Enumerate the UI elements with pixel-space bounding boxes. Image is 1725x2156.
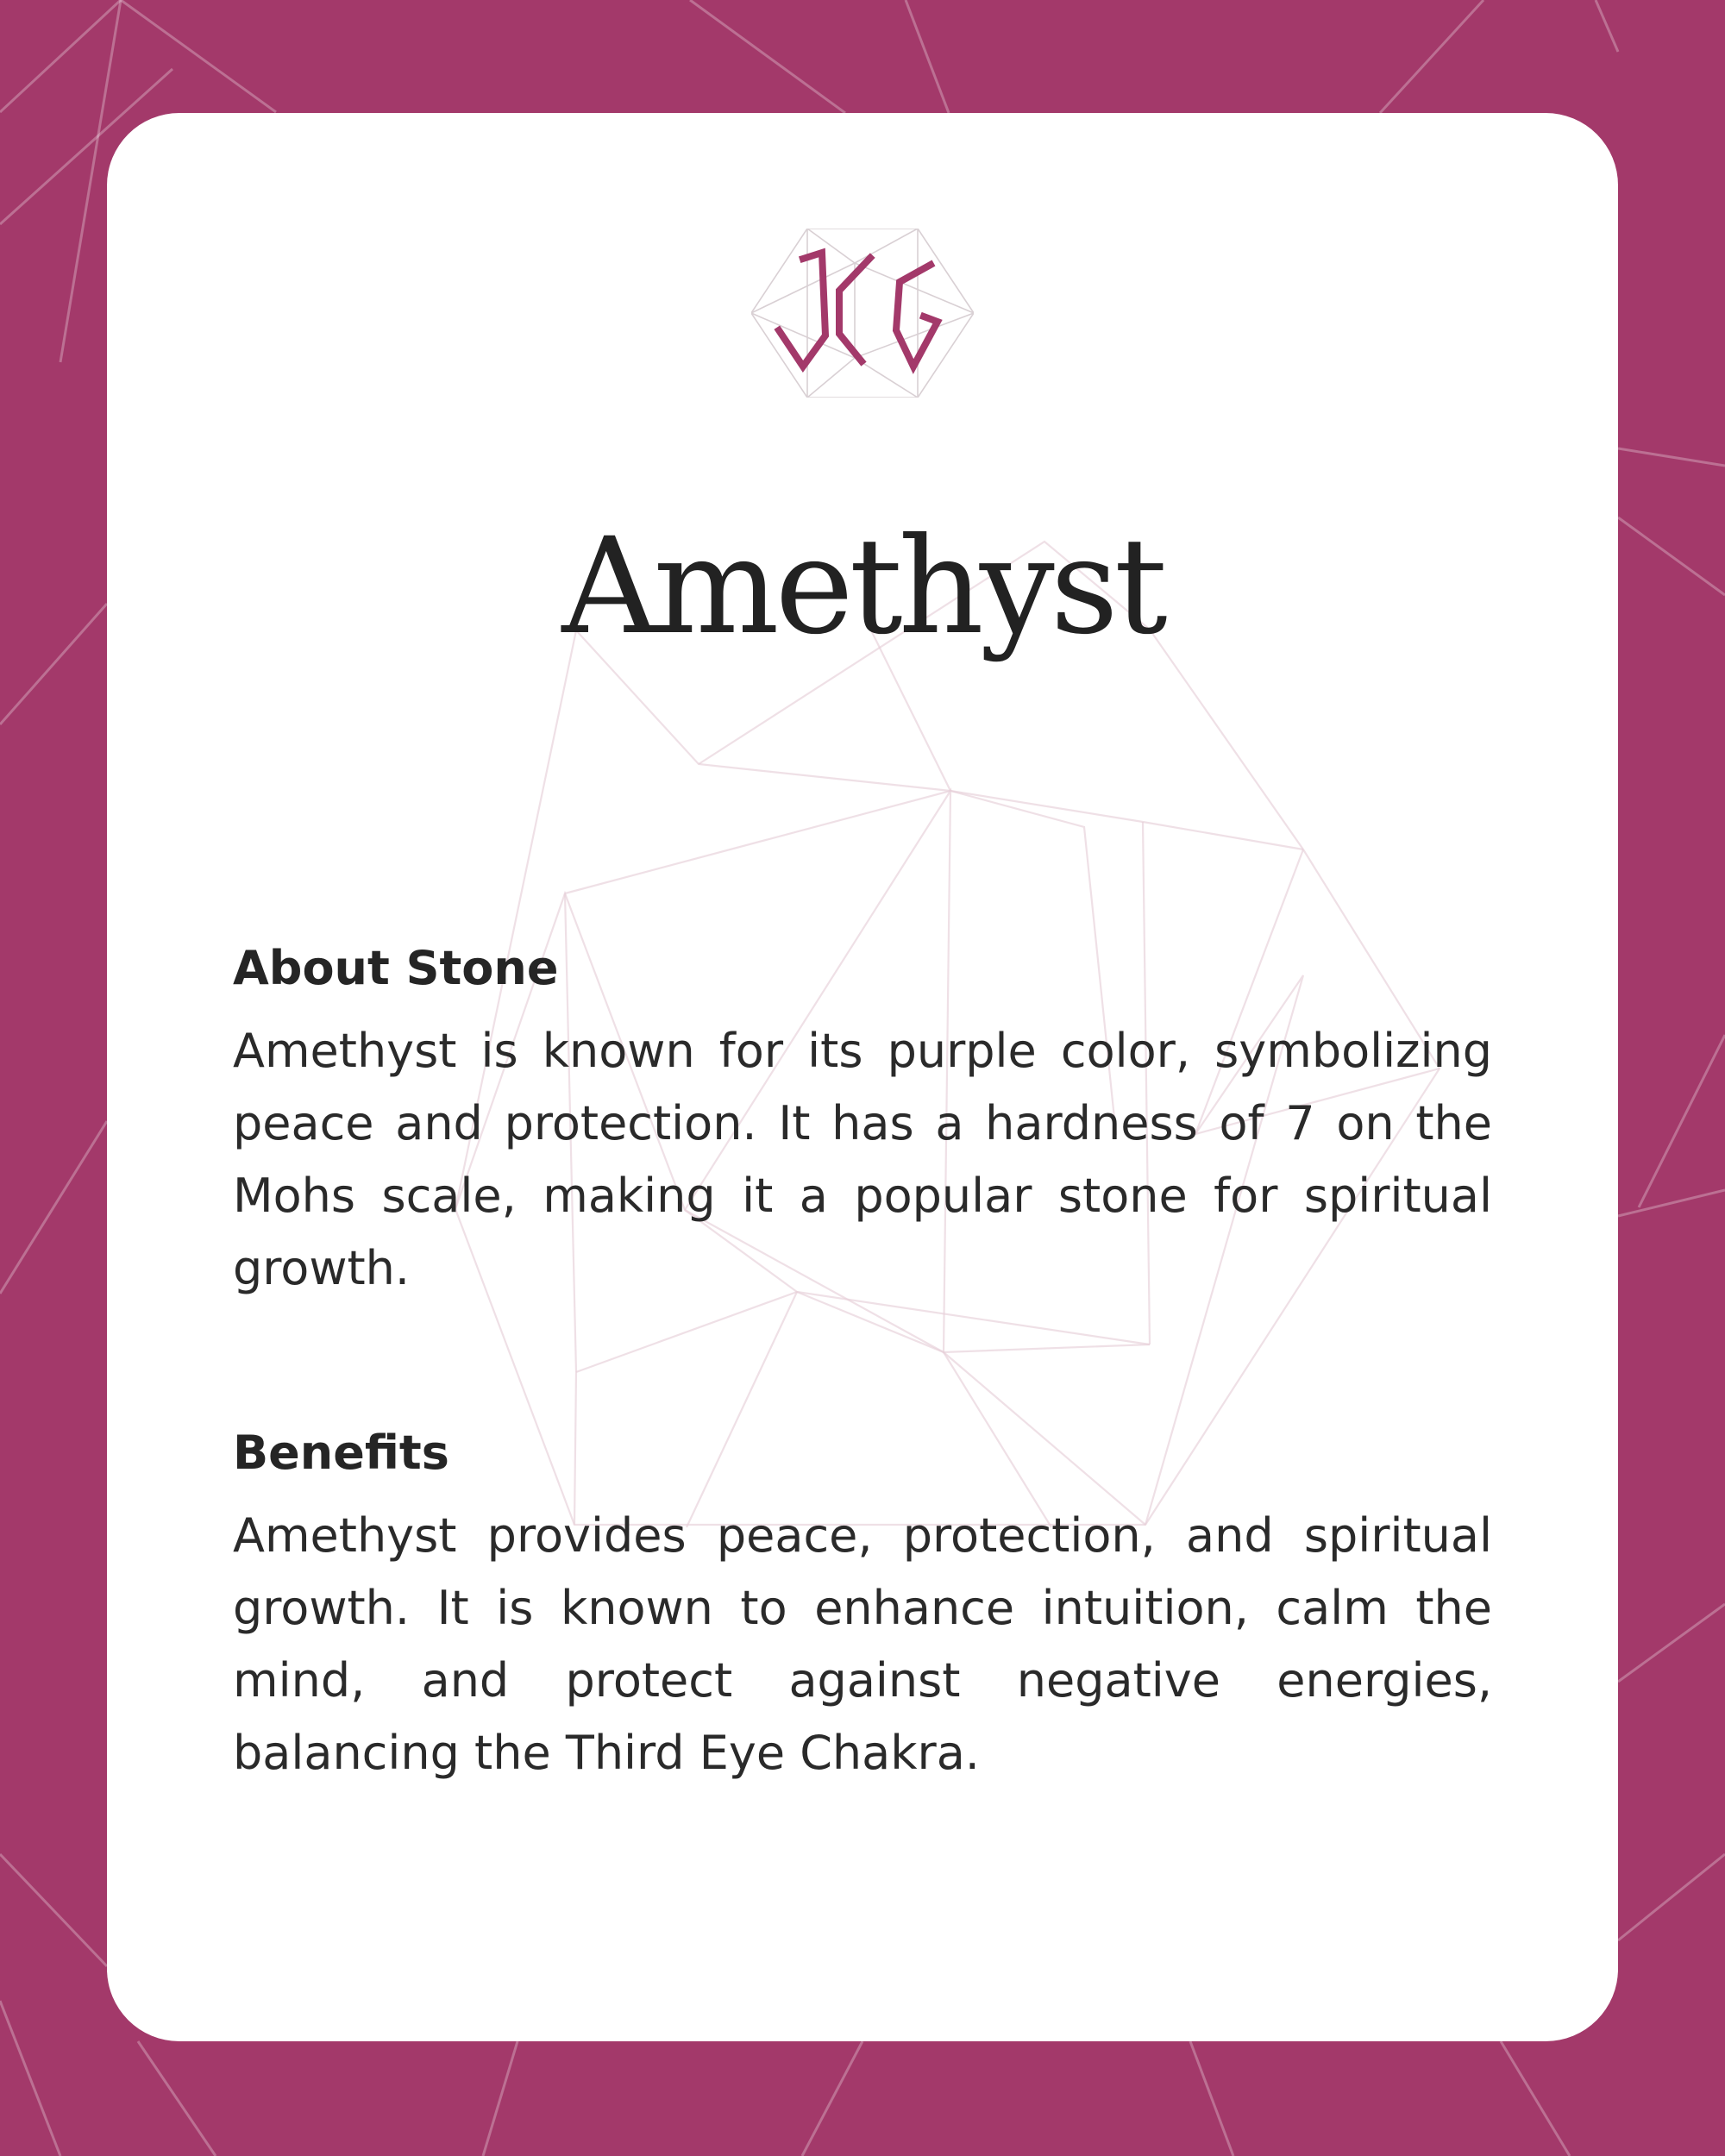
jcg-logo xyxy=(751,229,974,398)
benefits-section xyxy=(233,1422,1492,1789)
about-stone-body: Amethyst is known for its purple color, symbolizing peace and protection. It has a hardness of 7 on the Mohs scale, making it a popular stone for spiritual growth. xyxy=(233,1024,1492,1295)
about-stone-section xyxy=(233,937,1492,1305)
logo-gem-outline xyxy=(751,229,974,398)
about-stone-heading: About Stone xyxy=(233,941,559,995)
benefits-body: Amethyst provides peace, protection, and spiritual growth. It is known to enhance intuition, calm the mind, and protect against negative energies, balancing the Third Eye Chakra. xyxy=(233,1508,1492,1780)
logo-monogram xyxy=(779,253,938,367)
stone-card xyxy=(107,113,1618,2041)
benefits-heading: Benefits xyxy=(233,1426,449,1480)
stone-title: Amethyst xyxy=(561,510,1164,664)
